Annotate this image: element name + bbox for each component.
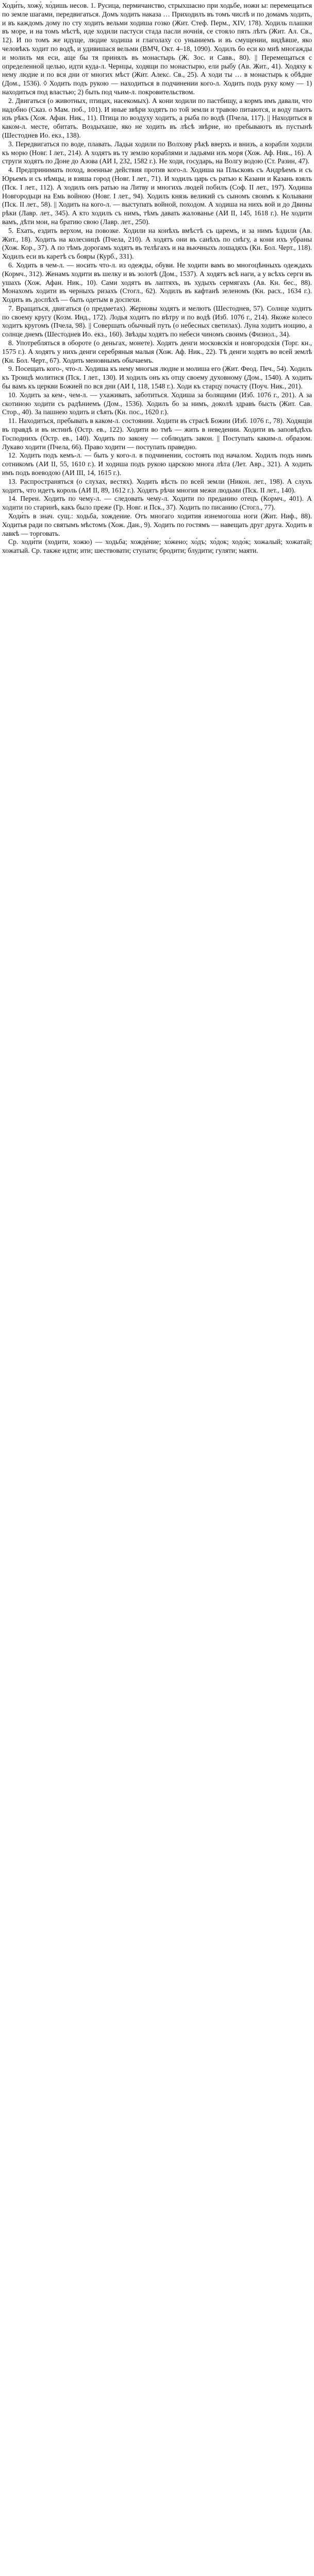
entry-paragraph-13: 13. Распространяться (о слухах, вестях). Ходить вѣсть по всей земли (Никон. лет., 198). А слухъ ходитъ, что идетъ король (АИ II, 89, 1612 г.). Ходятъ рѣчи многия межи людьми (Пск. II лет., 140). xyxy=(2,477,312,494)
entry-paragraph-15: Ходи́ть в знач. сущ.: ходьба, хождение. Отъ многаго ходития изнемогоша ноги (Жит. Ниф., 88). Ходитья ради по святымъ мѣстомъ (Хож. Дан., 9). Ходить по гостямъ — навещать друг друга. Ходить в лавкѣ — торговать. xyxy=(2,512,312,537)
entry-paragraph-8: 8. Употребляться в обороте (о деньгах, монете). Ходятъ денги московскiя и новгородскiя (Торг. кн., 1575 г.). А ходятъ у нихъ денги серебряныя малыя (Хож. Аф. Ник., 22). Тѣ денги ходятъ во всей землѣ (Кн. Бол. Черт., 67). Ходить меновнымъ обычаемъ. xyxy=(2,339,312,364)
entry-paragraph-1: Ходи́ть, хожу́, хо́дишь несов. 1. Русица, пермичанство, стрыхшасно при ходьбе, ножн ы: перемещаться по земле шагами, передвигаться. Дoмъ ходить наказa … Приходилъ въ томъ числѣ и по домамъ ходить, и въ каждомъ дому по сту ходить вельми ходиша гозко (Жит. Стеф. Перм., XIV, 178). Ходиль плашки въ море, и на томъ мѣстѣ, иде ходили пастуси стада пасли ночнiя, се стояло пять лѣтъ (Жит. Ал. Св., 12). И по томъ же идуще, людие ходиша и глаголаху со уныниемъ и въ смущении, видѣвше, яко человѣкъ ходит по водѣ, и удивишася вельми (ВМЧ, Окт. 4–18, 1090). Ходилъ бо еси ко мнѣ многажды и молилъ мя еси, аще бы тя принялъ въ монастырь (Ж. Зос. и Савв., 80). || Перемещаться с определенной целью, идти куда-л. Чернцы, ходящи по монастырю, ели рыбу (Ав. Жит., 41). Ходяху к нему людие и по вся дни от многих мѣст (Жит. Алекс. Св., 25). А ходи ты … в монастырь к обѣдне (Дом., 1536). ◊ Ходить подъ рукою — находиться в подчинении кого-л. Ходить подъ руку кому — 1) находиться под властью; 2) быть под чьим-л. покровительством. xyxy=(2,2,312,96)
dictionary-entry xyxy=(2,2,312,555)
entry-paragraph-14: 14. Перен. Ходить по чему-л. — следовать чему-л. Ходити по преданию отецъ (Кормч., 401). А ходити по старинѣ, какъ было преже (Гр. Новг. и Пск., 37). Ходить по писанию (Стогл., 77). xyxy=(2,495,312,512)
entry-paragraph-6: 6. Ходить в чем-л. — носить что-л. из одежды, обуви. Не ходити вамъ во многоцѣнныхъ одеждахъ (Кормч., 312). Женамъ ходити въ шелку и въ золотѣ (Дом., 1537). А ходятъ всѣ наги, а у всѣхъ серги въ ушахъ (Хож. Афан. Ник., 10). Сами ходятъ въ лаптяхъ, въ худыхъ сермягахъ (Ав. Кн. бес., 88). Монахомъ ходити въ черныхъ ризахъ (Стогл., 62). Ходилъ въ кафтанѣ зеленомъ (Кн. расх., 1634 г.). Ходить въ доспѣхѣ — быть одетым в доспехи. xyxy=(2,261,312,304)
entry-paragraph-2: 2. Двигаться (о животных, птицах, насекомых). А кони ходили по пастбищу, а кормъ имъ давали, что надобно (Сказ. о Мам. поб., 101). И иные звѣри ходятъ по той земли и травою питаются, и воду пьютъ изъ рѣкъ (Хож. Афан. Ник., 11). Птица по воздуху ходитъ, а рыба по водѣ (Пчела, 117). || Находиться в каком-л. месте, обитать. Воздыхаше, яко не ходить въ лѣсѣ звѣрие, но пребываютъ въ пустынѣ (Шестоднев Ио. екз., 138). xyxy=(2,96,312,139)
entry-paragraph-12: 12. Ходить подъ кемъ-л. — быть у кого-л. в подчинении, состоять под началом. Ходилъ подъ нимъ сотникомъ (АИ II, 55, 1610 г.). И ходиша подъ рукою царскою многа лѣта (Лет. Авр., 321). А ходить имъ подъ воеводою (АИ III, 14, 1615 г.). xyxy=(2,451,312,477)
entry-paragraph-11: 11. Находиться, пребывать в каком-л. состоянии. Ходити въ страсѣ Божии (Изб. 1076 г., 78). Ходящiи въ правдѣ и въ истинѣ (Остр. ев., 122). Ходити во тмѣ — жить в неведении. Ходити въ заповѣдѣхъ Господнихъ (Остр. ев., 140). Ходить по закону — соблюдать закон. || Поступать каким-л. образом. Лукаво ходити (Пчела, 66). Право ходити — поступать праведно. xyxy=(2,417,312,451)
entry-paragraph-9: 9. Посещать кого-, что-л. Ходиша къ нему многыя людие и молиша его (Жит. Феод. Печ., 54). Ходилъ къ Троицѣ молитися (Пск. I лет., 130). И ходилъ онъ къ отцу своему духовному (Дом., 1540). А ходить бы вамъ къ церкви Божией по вся дни (АИ I, 118, 1548 г.). Ходи къ старцу почасту (Поуч. Ник., 201). xyxy=(2,365,312,391)
entry-paragraph-7: 7. Вращаться, двигаться (о предметах). Жерновы ходятъ и мелютъ (Шестоднев, 57). Солнце ходитъ по своему кругу (Козм. Инд., 172). Лодья ходитъ по вѣтру и по водѣ (Изб. 1076 г., 214). Якоже колесо ходитъ кругомъ (Пчела, 98). || Совершать обычный путь (о небесных светилах). Луна ходитъ нощию, а солнце днемъ (Шестоднев Ио. екз., 160). Звѣзды ходятъ по небеси чиномъ своимъ (Физиол., 34). xyxy=(2,304,312,338)
entry-paragraph-3: 3. Передвигаться по воде, плавать. Ладьи ходили по Волхову рѣкѣ вверхъ и внизъ, а корабли ходили къ морю (Новг. I лет., 214). А ходятъ въ ту землю кораблями и ладьями изъ моря (Хож. Аф. Ник., 16). А струги ходятъ по Доне до Азова (АИ I, 232, 1582 г.). Не ходи, государь, на Волгу водою (Ст. Разин, 47). xyxy=(2,140,312,165)
entry-paragraph-16: Ср. ходи́ти (ходити, хожю) — ходьба; хожде́ние; хо́жено; хо́дъ; хо́док; ходо́к; хожалый; хожатай; хожатый. Ср. также идти; ити; шествовати; ступати; бродити; блудити; гуляти; маяти. xyxy=(2,538,312,555)
entry-paragraph-5: 5. Ехать, ездить верхом, на повозке. Ходили на конѣхъ вмѣстѣ съ царемъ, и за нимъ ѣздили (Ав. Жит., 18). Ходить на колесницѣ (Пчела, 210). А ходятъ они въ санѣхъ по снѣгу, а кони ихъ убраны (Хож. Кор., 37). А по тѣмъ дорогамъ ходятъ въ телѣгахъ и на вьючныхъ лошадяхъ (Кн. Бол. Черт., 118). Ходилъ еси въ каретѣ съ бояры (Курб., 331). xyxy=(2,226,312,261)
entry-paragraph-4: 4. Предпринимать поход, военные действия против кого-л. Ходиша на Пльсковъ съ Андрѣемъ и съ Юрьемъ и съ нѣмцы, и взяша город (Новг. I лет., 71). И ходилъ царь съ ратью к Казани и Казань взялъ (Пск. I лет., 112). А ходилъ онъ ратью на Литву и многихъ людей побилъ (Соф. II лет., 197). Ходиша Новгородьци на Емь войною (Новг. I лет., 94). Ходилъ князь великий съ сыномъ своимъ к Колывани (Пск. II лет., 58). || Ходить на кого-л. — выступать войной, походом. А ходиша на нихъ вой и до Двины рѣки (Лавр. лет., 345). А кто ходилъ съ нимъ, тѣмъ давать жалованье (АИ II, 145, 1618 г.). Не ходити вамъ, дѣти мои, на братию свою (Лавр. лет., 250). xyxy=(2,166,312,226)
entry-paragraph-10: 10. Ходить за кем-, чем-л. — ухаживать, заботиться. Ходиша за болящими (Изб. 1076 г., 201). А за скотиною ходити съ радѣниемъ (Дом., 1536). Ходилъ бо за нимъ, доколѣ здравъ бысть (Жит. Сав. Стор., 40). За пашнею ходить и сѣять (Кн. пос., 1620 г.). xyxy=(2,391,312,416)
